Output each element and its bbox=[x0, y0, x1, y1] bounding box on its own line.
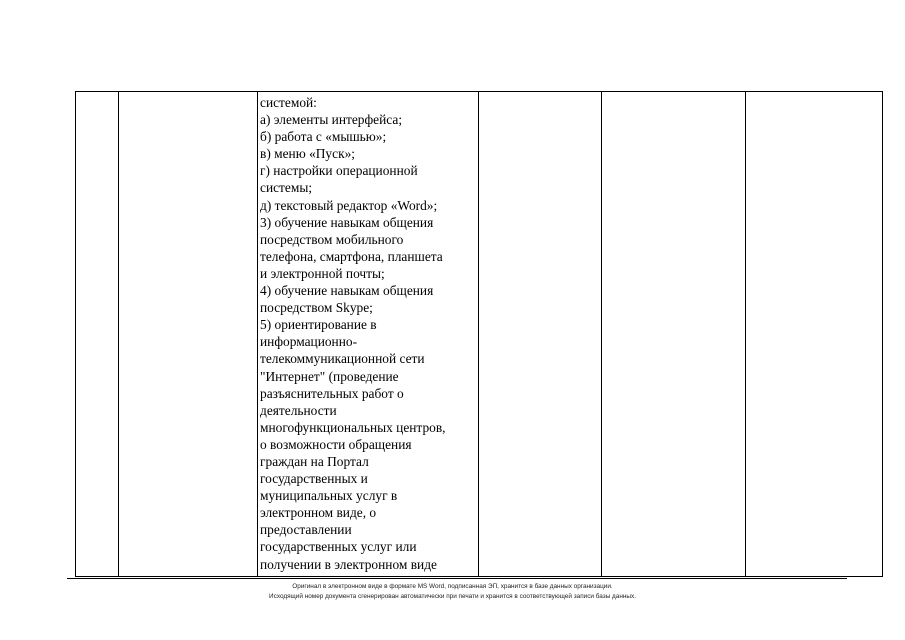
cell-line: телекоммуникационной сети bbox=[260, 351, 425, 367]
cell-line: многофункциональных центров, bbox=[260, 419, 446, 435]
footer-note-original: Оригинал в электронном виде в формате MS Word, подписанная ЭП, хранится в базе данных организации. bbox=[292, 583, 613, 590]
cell-line: системой: bbox=[260, 95, 317, 110]
footer-note-outgoing-number: Исходящий номер документа сгенерирован автоматически при печати и хранится в соответствующей записи базы данных. bbox=[269, 593, 636, 600]
cell-line: государственных услуг или bbox=[260, 539, 417, 555]
cell-line: "Интернет" (проведение bbox=[260, 368, 399, 384]
cell-line: муниципальных услуг в bbox=[260, 488, 398, 504]
column-separator bbox=[257, 92, 258, 576]
cell-line: информационно- bbox=[260, 334, 358, 350]
cell-line: деятельности bbox=[260, 402, 337, 418]
cell-line: предоставлении bbox=[260, 522, 352, 538]
cell-line: б) работа с «мышью»; bbox=[260, 129, 387, 145]
cell-line: граждан на Портал bbox=[260, 453, 369, 469]
column-separator bbox=[478, 92, 479, 576]
table-cell-content bbox=[260, 94, 478, 573]
cell-line: 4) обучение навыкам общения bbox=[260, 283, 434, 299]
cell-line: получении в электронном виде bbox=[260, 556, 437, 572]
cell-line: электронном виде, о bbox=[260, 505, 377, 521]
document-table bbox=[75, 91, 883, 577]
cell-line: 3) обучение навыкам общения bbox=[260, 214, 434, 230]
cell-line: телефона, смартфона, планшета bbox=[260, 248, 443, 264]
cell-line: посредством мобильного bbox=[260, 231, 404, 247]
cell-line: разъяснительных работ о bbox=[260, 385, 404, 401]
footer-divider bbox=[67, 578, 847, 579]
column-separator bbox=[118, 92, 119, 576]
cell-line: в) меню «Пуск»; bbox=[260, 146, 355, 162]
cell-line: системы; bbox=[260, 180, 313, 196]
cell-line: о возможности обращения bbox=[260, 436, 412, 452]
cell-line: а) элементы интерфейса; bbox=[260, 112, 403, 128]
column-separator bbox=[745, 92, 746, 576]
cell-line: г) настройки операционной bbox=[260, 163, 418, 179]
cell-line: д) текстовый редактор «Word»; bbox=[260, 197, 438, 213]
cell-line: государственных и bbox=[260, 471, 368, 487]
cell-line: 5) ориентирование в bbox=[260, 317, 377, 333]
cell-line: и электронной почты; bbox=[260, 265, 385, 281]
column-separator bbox=[601, 92, 602, 576]
cell-line: посредством Skype; bbox=[260, 300, 373, 316]
